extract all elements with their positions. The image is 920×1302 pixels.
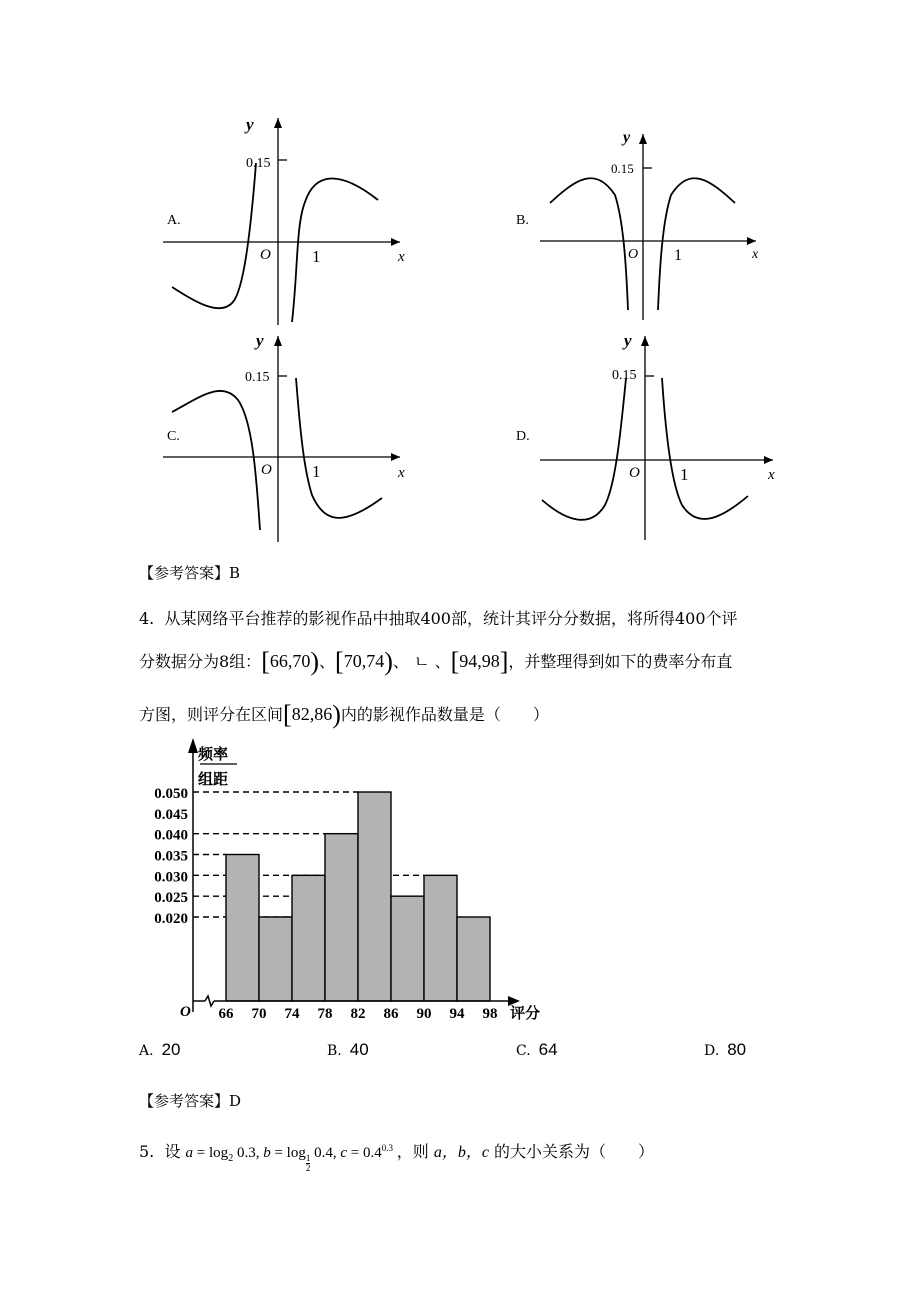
choice-c[interactable] bbox=[516, 1040, 558, 1060]
graph-a-origin: O bbox=[260, 247, 271, 263]
q5-number: 5. bbox=[139, 1142, 155, 1161]
graph-a-x-tick: 1 bbox=[312, 247, 321, 266]
q5-a-sub: 2 bbox=[228, 1153, 234, 1164]
histogram-x-tick-7: 94 bbox=[449, 1006, 465, 1022]
choice-c-value: 64 bbox=[538, 1040, 558, 1059]
graph-d-y-tick: 0.15 bbox=[612, 368, 637, 383]
graph-d-x-axis-label: x bbox=[768, 467, 775, 483]
option-b-label: B. bbox=[516, 213, 529, 228]
histogram-y-ticks bbox=[154, 786, 188, 927]
choice-b-letter: B. bbox=[327, 1043, 342, 1059]
q4-interval-3: 94,98 bbox=[459, 651, 500, 671]
q5-b-val: 0.4, bbox=[310, 1145, 337, 1161]
graph-b-x-axis-label: x bbox=[752, 247, 759, 262]
histogram-y-tick-1: 0.045 bbox=[154, 806, 188, 823]
graph-b-y-axis-label: y bbox=[623, 129, 631, 146]
histogram-x-tick-4: 82 bbox=[350, 1006, 366, 1022]
histogram-bar-0 bbox=[226, 855, 259, 1002]
graph-b-y-tick: 0.15 bbox=[611, 161, 634, 176]
q4-ellipsis: ㄴ bbox=[414, 652, 430, 671]
histogram-y-tick-3: 0.035 bbox=[154, 848, 188, 865]
histogram-origin: O bbox=[180, 1004, 191, 1020]
histogram-bar-6 bbox=[424, 875, 457, 1001]
histogram-x-tick-5: 86 bbox=[383, 1006, 399, 1022]
graph-c-y-axis-label: y bbox=[256, 331, 264, 350]
q5-var-c: c bbox=[340, 1145, 347, 1161]
option-c-label: C. bbox=[167, 429, 180, 444]
histogram-bar-2 bbox=[292, 875, 325, 1001]
q5-var-b: b bbox=[263, 1145, 271, 1161]
graph-c-origin: O bbox=[261, 462, 272, 478]
histogram-x-tick-2: 74 bbox=[284, 1006, 300, 1022]
q5-b-expr: = log bbox=[270, 1145, 306, 1161]
histogram-xlabel: 评分 bbox=[510, 1006, 541, 1022]
choice-a-value: 20 bbox=[161, 1040, 181, 1059]
graph-a-x-axis-label: x bbox=[398, 249, 405, 265]
q4-number: 4. bbox=[139, 609, 155, 628]
q4-line3: 方图，则评分在区间[82,86)内的影视作品数量是（ ） bbox=[139, 700, 549, 729]
choice-c-letter: C. bbox=[516, 1043, 531, 1059]
choice-a[interactable] bbox=[139, 1040, 180, 1060]
choice-d-value: 80 bbox=[727, 1040, 747, 1059]
q4-interval-4: 82,86 bbox=[291, 704, 333, 724]
q4-interval-2: 70,74 bbox=[343, 651, 385, 671]
q5-c-expr: = 0.4 bbox=[347, 1145, 382, 1161]
choice-a-letter: A. bbox=[139, 1043, 154, 1059]
histogram-bar-4 bbox=[358, 792, 391, 1001]
choice-b-value: 40 bbox=[349, 1040, 369, 1059]
graph-c-y-tick: 0.15 bbox=[245, 370, 270, 385]
q4-text-line3b: 内的影视作品数量是（ ） bbox=[340, 705, 549, 724]
histogram-ylabel-bottom: 组距 bbox=[198, 772, 229, 788]
graph-d-x-tick: 1 bbox=[680, 465, 689, 484]
q4-line2: 分数据分为8组：[66,70)、[70,74)、 ㄴ 、[94,98]，并整理得到如下的费率分布直 bbox=[139, 647, 733, 676]
answer-q3: 【参考答案】B bbox=[139, 564, 241, 582]
q4-text-line2b: ，并整理得到如下的费率分布直 bbox=[508, 652, 733, 671]
q5-a-expr: = log bbox=[193, 1145, 229, 1161]
graph-b-x-tick: 1 bbox=[674, 247, 682, 264]
histogram-x-tick-8: 98 bbox=[482, 1006, 498, 1022]
histogram-x-tick-3: 78 bbox=[317, 1006, 333, 1022]
q5-vars: a，b，c bbox=[433, 1144, 489, 1161]
histogram-bar-7 bbox=[457, 917, 490, 1001]
histogram-y-tick-4: 0.030 bbox=[154, 869, 188, 886]
q5-post2: 的大小关系为（ ） bbox=[494, 1142, 655, 1161]
graph-a-y-tick: 0.15 bbox=[246, 156, 271, 171]
option-d-label: D. bbox=[516, 429, 530, 444]
histogram-x-tick-6: 90 bbox=[416, 1006, 432, 1022]
graph-d-y-axis-label: y bbox=[624, 331, 632, 350]
histogram-y-tick-0: 0.050 bbox=[154, 786, 188, 802]
option-a-label: A. bbox=[167, 213, 181, 228]
q4-text-line1: 从某网络平台推荐的影视作品中抽取400部，统计其评分分数据，将所得400个评 bbox=[164, 609, 738, 628]
q5-b-sub-num: 1 bbox=[305, 1153, 311, 1163]
answer-q4: 【参考答案】D bbox=[139, 1092, 242, 1110]
graph-b-origin: O bbox=[628, 247, 639, 262]
q4-sep2: 、 bbox=[392, 652, 409, 671]
histogram-y-tick-5: 0.025 bbox=[154, 890, 188, 907]
histogram-ylabel-top: 频率 bbox=[198, 747, 229, 763]
graph-c-x-axis-label: x bbox=[398, 465, 405, 481]
q5-pre: 设 bbox=[164, 1142, 181, 1161]
q4-text-line2a: 分数据分为8组： bbox=[139, 652, 262, 671]
choice-d[interactable] bbox=[704, 1040, 746, 1060]
histogram-x-tick-0: 66 bbox=[218, 1006, 234, 1022]
histogram-bar-5 bbox=[391, 896, 424, 1001]
graph-a-y-axis-label: y bbox=[246, 115, 254, 134]
histogram-bar-3 bbox=[325, 834, 358, 1001]
histogram-y-tick-6: 0.020 bbox=[154, 911, 188, 927]
histogram-x-ticks bbox=[219, 1006, 498, 1022]
q4-sep1: 、 bbox=[319, 652, 336, 671]
choice-d-letter: D. bbox=[704, 1043, 720, 1059]
q4-interval-1: 66,70 bbox=[269, 651, 311, 671]
graph-c-x-tick: 1 bbox=[312, 462, 321, 481]
histogram-x-tick-1: 70 bbox=[251, 1006, 267, 1022]
graph-d-origin: O bbox=[629, 465, 640, 481]
q4-text-line3a: 方图，则评分在区间 bbox=[139, 705, 284, 724]
q4-sep3: 、 bbox=[434, 652, 451, 671]
choice-b[interactable] bbox=[327, 1040, 369, 1060]
q5-post1: ，则 bbox=[396, 1142, 429, 1161]
q5-var-a: a bbox=[185, 1145, 194, 1161]
q5-a-val: 0.3, bbox=[233, 1145, 260, 1161]
q5-c-sup: 0.3 bbox=[381, 1143, 393, 1153]
histogram-bar-1 bbox=[259, 917, 292, 1001]
histogram-y-tick-2: 0.040 bbox=[154, 827, 188, 844]
q5-line bbox=[139, 1138, 654, 1178]
q5-b-sub-den: 2 bbox=[305, 1163, 311, 1173]
